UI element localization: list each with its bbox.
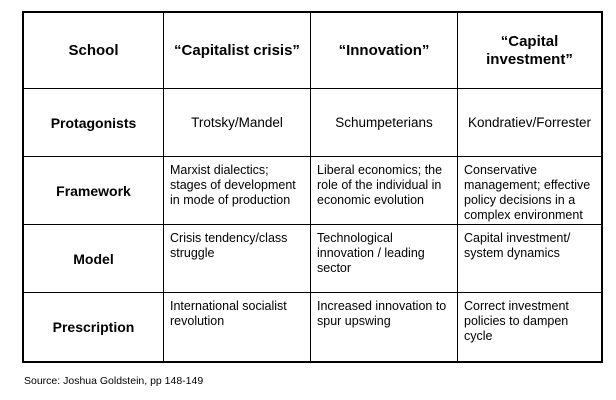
table-cell: Liberal economics; the role of the individual in economic evolution: [311, 157, 458, 225]
header-capitalist-crisis: “Capitalist crisis”: [164, 13, 311, 89]
header-capital-investment: “Capital investment”: [458, 13, 601, 89]
table-cell: Conservative management; effective policy decisions in a complex environment: [458, 157, 601, 225]
row-label-protagonists: Protagonists: [24, 89, 164, 157]
row-label-model: Model: [24, 225, 164, 293]
table-cell: Crisis tendency/class struggle: [164, 225, 311, 293]
header-school: School: [24, 13, 164, 89]
table-cell: Schumpeterians: [311, 89, 458, 157]
source-caption: Source: Joshua Goldstein, pp 148-149: [24, 375, 204, 387]
header-innovation: “Innovation”: [311, 13, 458, 89]
table-cell: Increased innovation to spur upswing: [311, 293, 458, 361]
table-cell: Technological innovation / leading sector: [311, 225, 458, 293]
row-label-prescription: Prescription: [24, 293, 164, 361]
row-label-framework: Framework: [24, 157, 164, 225]
table-cell: International socialist revolution: [164, 293, 311, 361]
table-cell: Kondratiev/Forrester: [458, 89, 601, 157]
comparison-table: [22, 11, 603, 363]
table-cell: Capital investment/ system dynamics: [458, 225, 601, 293]
table-cell: Correct investment policies to dampen cycle: [464, 299, 569, 343]
table-cell: Trotsky/Mandel: [164, 89, 311, 157]
table-cell: Marxist dialectics; stages of development in mode of production: [164, 157, 311, 225]
